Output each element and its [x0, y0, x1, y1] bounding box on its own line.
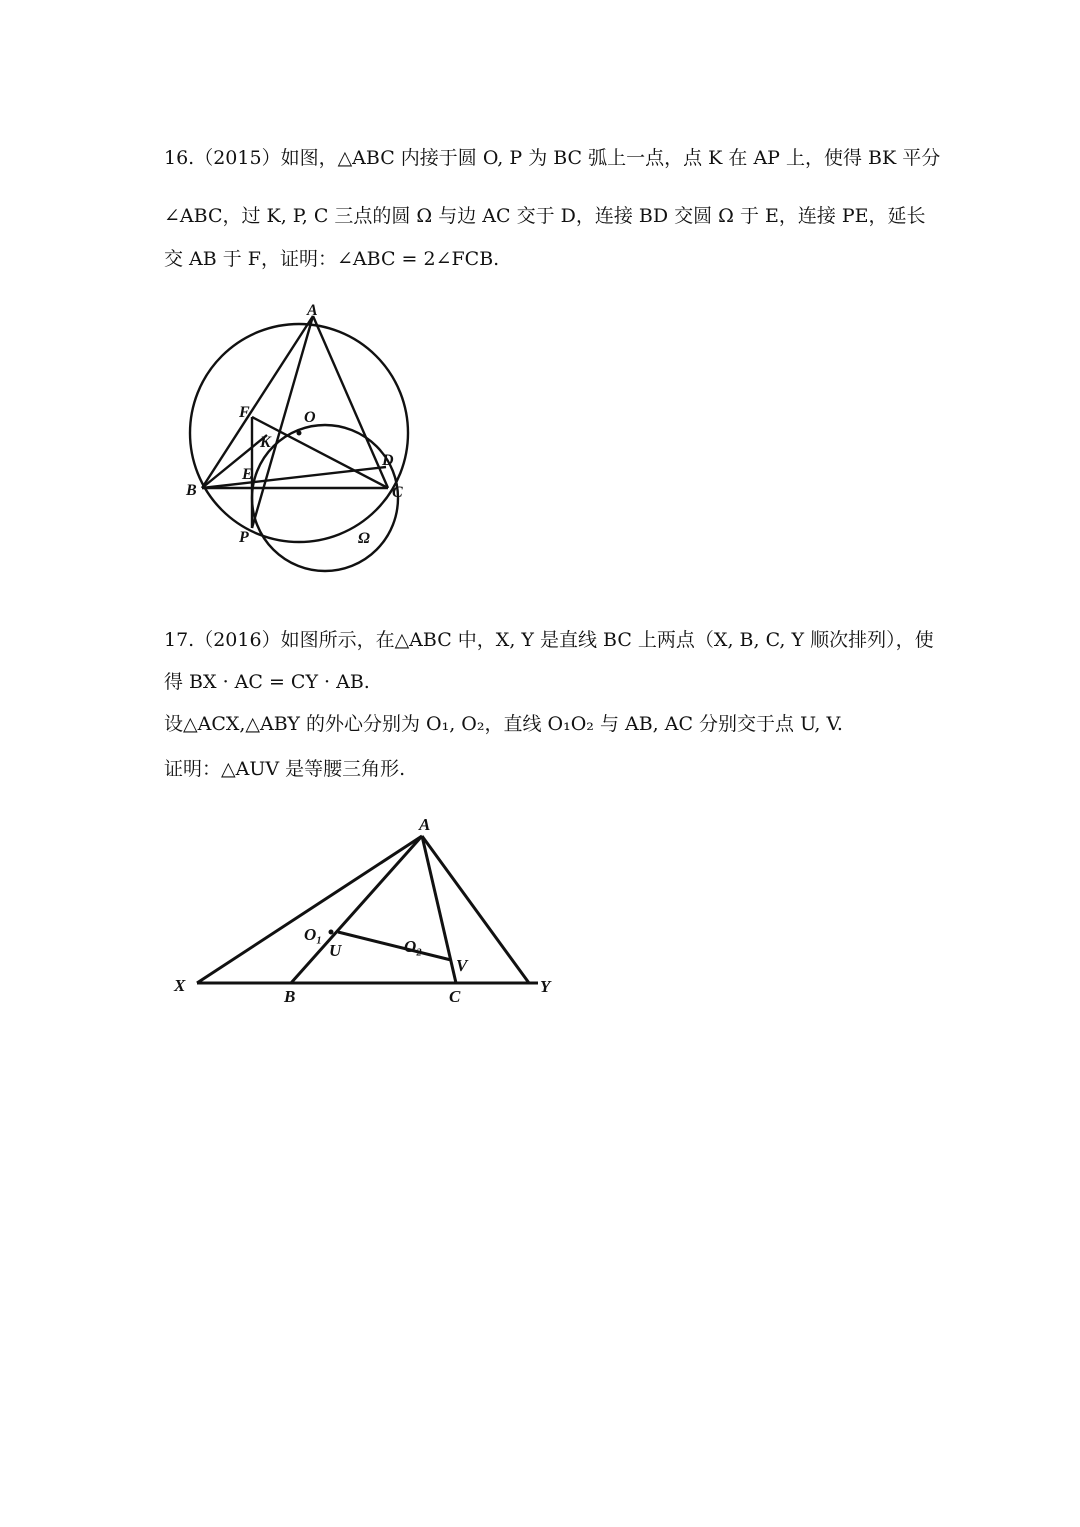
point-o1 [329, 930, 334, 935]
label-y: Y [540, 977, 551, 996]
segment-ac [313, 316, 388, 488]
label-p: P [239, 529, 249, 546]
label-v: V [456, 956, 468, 975]
problem17-line1: 17.（2016）如图所示，在△ABC 中，X, Y 是直线 BC 上两点（X, B, C, Y 顺次排列），使 [164, 629, 934, 651]
problem16-line2: ∠ABC，过 K, P, C 三点的圆 Ω 与边 AC 交于 D，连接 BD 交圆 Ω 于 E，连接 PE，延长 [164, 205, 926, 227]
label-x: X [174, 976, 186, 995]
point-o [297, 431, 302, 436]
segment-ab [202, 316, 313, 488]
label-a: A [307, 302, 318, 319]
label-b: B [284, 987, 296, 1006]
problem17-line3: 设△ACX,△ABY 的外心分别为 O₁, O₂，直线 O₁O₂ 与 AB, AC 分别交于点 U, V. [164, 713, 843, 735]
label-u: U [329, 941, 342, 960]
label-o2: O₂ [404, 937, 423, 956]
problem17-line2: 得 BX · AC = CY · AB. [164, 671, 370, 693]
label-f: F [239, 404, 250, 421]
label-b: B [186, 482, 197, 499]
label-e: E [242, 466, 253, 483]
segment-bd [202, 467, 386, 488]
label-omega: Ω [358, 530, 370, 547]
circle-omega [252, 425, 398, 571]
segment-bk [202, 435, 267, 488]
segment-uv [338, 932, 451, 960]
segment-fc [252, 417, 388, 488]
problem17-line4: 证明：△AUV 是等腰三角形. [164, 758, 406, 780]
problem17-figure [166, 810, 586, 1020]
problem16-figure [160, 295, 430, 595]
label-c: C [449, 987, 461, 1006]
problem16-line1: 16.（2015）如图，△ABC 内接于圆 O, P 为 BC 弧上一点，点 K 在 AP 上，使得 BK 平分 [164, 147, 941, 169]
label-c: C [392, 484, 403, 501]
label-a: A [419, 815, 431, 834]
label-k: K [260, 434, 271, 451]
label-o: O [304, 409, 316, 426]
label-d: D [382, 452, 394, 469]
label-o1: O₁ [304, 925, 323, 944]
problem16-line3: 交 AB 于 F，证明：∠ABC = 2∠FCB. [164, 248, 500, 270]
